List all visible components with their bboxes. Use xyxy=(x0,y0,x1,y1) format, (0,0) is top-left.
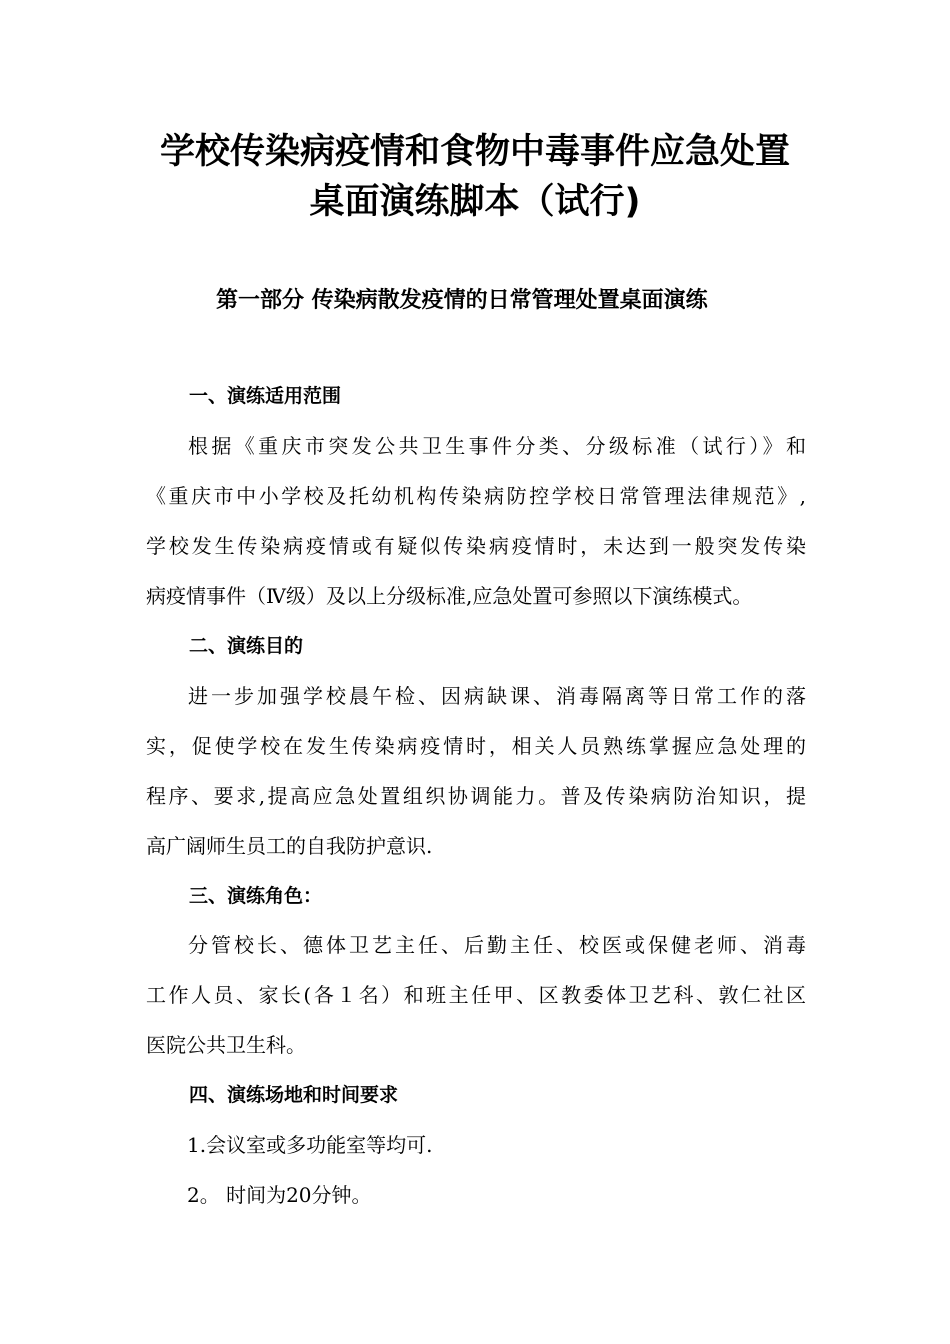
paragraph-line: 《重庆市中小学校及托幼机构传染病防控学校日常管理法律规范》, xyxy=(146,484,806,508)
section-heading-purpose: 二、演练目的 xyxy=(189,635,304,657)
paragraph-line: 程序、要求,提高应急处置组织协调能力。普及传染病防治知识，提 xyxy=(146,784,806,808)
paragraph-line: 实，促使学校在发生传染病疫情时，相关人员熟练掌握应急处理的 xyxy=(146,734,806,758)
section-body-roles xyxy=(146,920,806,1070)
document-title-line-2: 桌面演练脚本（试行) xyxy=(309,182,641,222)
list-item: 1.会议室或多功能室等均可. xyxy=(187,1133,433,1157)
section-heading-scope: 一、演练适用范围 xyxy=(189,385,342,407)
paragraph-line: 学校发生传染病疫情或有疑似传染病疫情时，未达到一般突发传染 xyxy=(146,534,806,558)
paragraph-line: 医院公共卫生科。 xyxy=(146,1033,306,1057)
section-body-purpose xyxy=(146,671,806,871)
paragraph-line: 根据《重庆市突发公共卫生事件分类、分级标准（试行）》和 xyxy=(188,434,806,458)
document-title-line-1: 学校传染病疫情和食物中毒事件应急处置 xyxy=(159,132,790,172)
list-item: 2。 时间为20分钟。 xyxy=(187,1183,372,1207)
paragraph-line: 进一步加强学校晨午检、因病缺课、消毒隔离等日常工作的落 xyxy=(188,684,806,708)
paragraph-line: 高广阔师生员工的自我防护意识. xyxy=(146,834,433,858)
part-title: 第一部分 传染病散发疫情的日常管理处置桌面演练 xyxy=(216,288,708,313)
section-body-scope xyxy=(146,421,806,621)
paragraph-line: 病疫情事件（Ⅳ级）及以上分级标准,应急处置可参照以下演练模式。 xyxy=(146,584,753,608)
section-heading-roles: 三、演练角色： xyxy=(189,885,323,907)
section-heading-venue-time: 四、演练场地和时间要求 xyxy=(189,1084,399,1106)
paragraph-line: 分管校长、德体卫艺主任、后勤主任、校医或保健老师、消毒 xyxy=(188,933,806,957)
paragraph-line: 工作人员、家长(各１名）和班主任甲、区教委体卫艺科、敦仁社区 xyxy=(146,983,806,1007)
